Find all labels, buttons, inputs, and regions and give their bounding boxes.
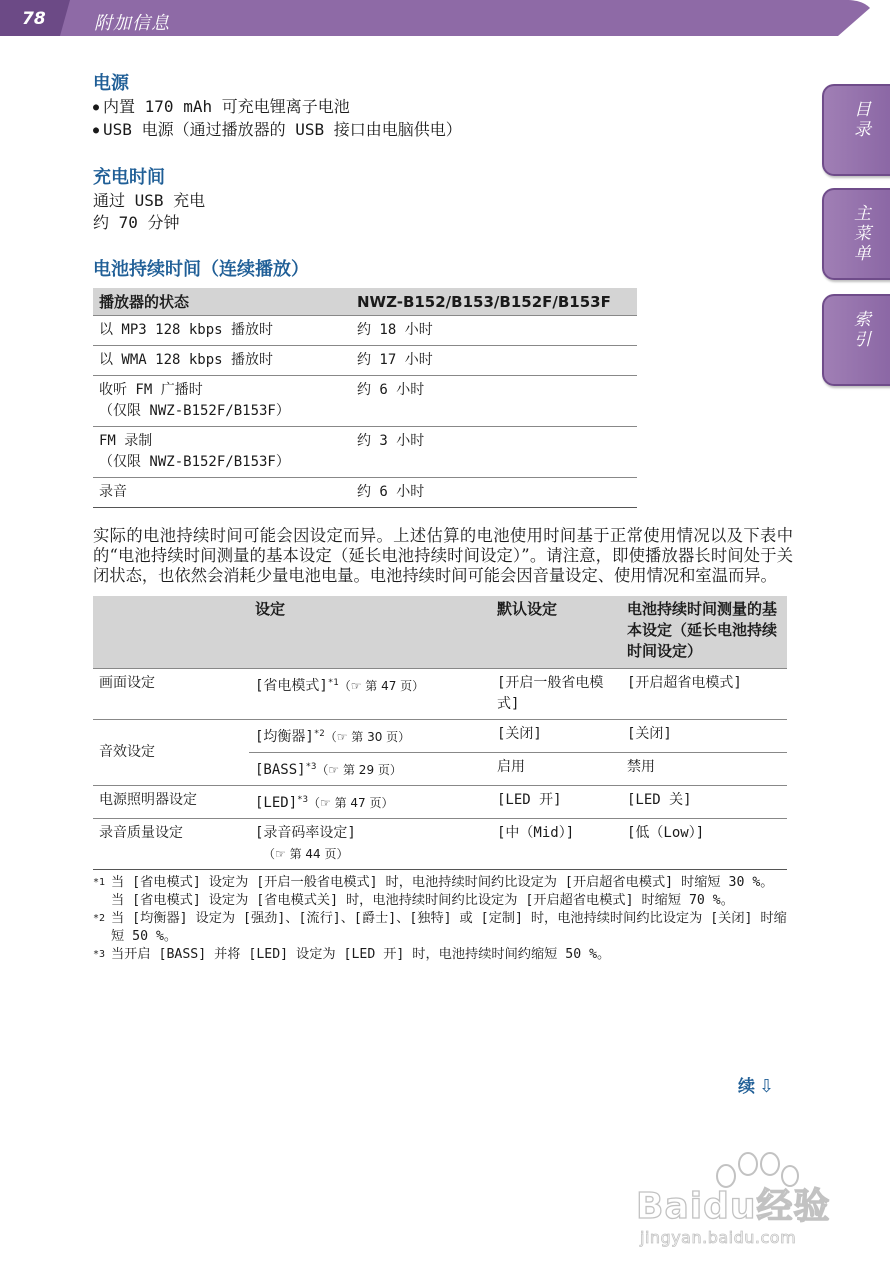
state-label: FM 录制 bbox=[99, 433, 153, 449]
state-cell: 录音 bbox=[93, 478, 351, 508]
basic-cell: [关闭] bbox=[621, 720, 787, 753]
footnote bbox=[93, 946, 793, 964]
table-row bbox=[93, 346, 637, 376]
setting-label: [录音码率设定] bbox=[255, 825, 356, 841]
footnotes bbox=[93, 874, 793, 964]
settings-table bbox=[93, 596, 787, 870]
default-cell: 启用 bbox=[491, 753, 621, 786]
page-reference-link[interactable]: （☞ 第 47 页） bbox=[338, 679, 425, 693]
default-cell: [关闭] bbox=[491, 720, 621, 753]
footnote-text: 当 [省电模式] 设定为 [省电模式关] 时，电池持续时间约比设定为 [开启超省电模式] 时缩短 70 %。 bbox=[111, 893, 734, 908]
setting-label: [LED] bbox=[255, 795, 298, 811]
charge-line: 约 70 分钟 bbox=[93, 213, 180, 232]
state-note: （仅限 NWZ-B152F/B153F） bbox=[99, 403, 290, 419]
state-note: （仅限 NWZ-B152F/B153F） bbox=[99, 454, 290, 470]
watermark-logo: Baidu经验 bbox=[636, 1186, 831, 1227]
table-row bbox=[93, 478, 637, 508]
setting-cell bbox=[249, 669, 491, 720]
tab-label: 索引 bbox=[850, 310, 870, 350]
table-header-row bbox=[93, 288, 637, 316]
setting-cell bbox=[249, 720, 491, 753]
page-reference-link[interactable]: （☞ 第 30 页） bbox=[324, 730, 411, 744]
power-item: ● 内置 170 mAh 可充电锂离子电池 bbox=[93, 96, 793, 119]
column-header bbox=[93, 596, 249, 669]
setting-cell bbox=[249, 753, 491, 786]
tab-contents[interactable] bbox=[822, 84, 890, 176]
section-title: 附加信息 bbox=[94, 13, 170, 34]
setting-cell bbox=[249, 786, 491, 819]
tab-label: 主菜单 bbox=[850, 204, 870, 264]
time-cell: 约 18 小时 bbox=[351, 316, 637, 346]
time-cell: 约 17 小时 bbox=[351, 346, 637, 376]
main-content bbox=[93, 72, 793, 964]
battery-table bbox=[93, 288, 637, 508]
footnote-text: 当开启 [BASS] 并将 [LED] 设定为 [LED 开] 时，电池持续时间约缩短 50 %。 bbox=[111, 947, 611, 962]
basic-cell: [开启超省电模式] bbox=[621, 669, 787, 720]
tab-index[interactable] bbox=[822, 294, 890, 386]
table-row bbox=[93, 376, 637, 427]
arrow-down-icon: ⇩ bbox=[759, 1076, 775, 1097]
column-header: NWZ-B152/B153/B152F/B153F bbox=[351, 288, 637, 316]
footnote-mark: *1 bbox=[93, 877, 106, 888]
time-cell: 约 6 小时 bbox=[351, 478, 637, 508]
category-cell: 音效设定 bbox=[93, 720, 249, 786]
page-header bbox=[0, 0, 890, 36]
baidu-watermark bbox=[636, 1148, 846, 1258]
state-cell bbox=[93, 427, 351, 478]
battery-heading: 电池持续时间（连续播放） bbox=[93, 259, 309, 280]
time-cell: 约 3 小时 bbox=[351, 427, 637, 478]
table-row bbox=[93, 427, 637, 478]
footnote-text: 当 [均衡器] 设定为 [强劲]、[流行]、[爵士]、[独特] 或 [定制] 时，电池持续时间约比设定为 [关闭] 时缩短 50 %。 bbox=[111, 911, 787, 944]
footnote-mark: *3 bbox=[297, 795, 308, 805]
table-header-row bbox=[93, 596, 787, 669]
watermark-url: jingyan.baidu.com bbox=[640, 1228, 797, 1247]
footnote-mark: *2 bbox=[313, 729, 325, 739]
setting-label: [BASS] bbox=[255, 762, 306, 778]
basic-cell: [LED 关] bbox=[621, 786, 787, 819]
state-cell: 以 WMA 128 kbps 播放时 bbox=[93, 346, 351, 376]
continued-label: 续 bbox=[738, 1077, 755, 1097]
page-reference-link[interactable]: （☞ 第 44 页） bbox=[263, 847, 349, 861]
state-label: 收听 FM 广播时 bbox=[99, 382, 203, 398]
battery-paragraph: 实际的电池持续时间可能会因设定而异。上述估算的电池使用时间基于正常使用情况以及下表中的“电池持续时间测量的基本设定（延长电池持续时间设定）”。请注意，即使播放器长时间处于关闭状态，也依然会消耗少量电池电量。电池持续时间可能会因音量设定、使用情况和室温而异。 bbox=[93, 526, 793, 585]
default-cell: [中（Mid）] bbox=[491, 819, 621, 870]
setting-cell bbox=[249, 819, 491, 870]
table-row bbox=[93, 786, 787, 819]
footnote bbox=[93, 874, 793, 910]
column-header: 设定 bbox=[249, 596, 491, 669]
column-header: 默认设定 bbox=[491, 596, 621, 669]
category-cell: 画面设定 bbox=[93, 669, 249, 720]
footnote bbox=[93, 910, 793, 946]
table-row bbox=[93, 819, 787, 870]
power-item: ● USB 电源（通过播放器的 USB 接口由电脑供电） bbox=[93, 119, 793, 142]
category-cell: 录音质量设定 bbox=[93, 819, 249, 870]
state-cell bbox=[93, 376, 351, 427]
footnote-mark: *2 bbox=[93, 913, 106, 924]
page-reference-link[interactable]: （☞ 第 29 页） bbox=[316, 763, 402, 777]
footnote-mark: *3 bbox=[305, 762, 317, 772]
setting-label: [省电模式] bbox=[255, 678, 328, 694]
state-cell: 以 MP3 128 kbps 播放时 bbox=[93, 316, 351, 346]
page-reference-link[interactable]: （☞ 第 47 页） bbox=[308, 796, 394, 810]
category-cell: 电源照明器设定 bbox=[93, 786, 249, 819]
tab-main-menu[interactable] bbox=[822, 188, 890, 280]
table-row bbox=[93, 316, 637, 346]
footnote-text: 当 [省电模式] 设定为 [开启一般省电模式] 时，电池持续时间约比设定为 [开启超省电模式] 时缩短 30 %。 bbox=[111, 875, 774, 890]
default-cell: [开启一般省电模式] bbox=[491, 669, 621, 720]
time-cell: 约 6 小时 bbox=[351, 376, 637, 427]
basic-cell: [低（Low）] bbox=[621, 819, 787, 870]
power-heading: 电源 bbox=[93, 73, 129, 94]
setting-label: [均衡器] bbox=[255, 729, 314, 745]
footnote-mark: *1 bbox=[327, 678, 339, 688]
table-row bbox=[93, 669, 787, 720]
column-header: 播放器的状态 bbox=[93, 288, 351, 316]
footnote-mark: *3 bbox=[93, 949, 106, 960]
basic-cell: 禁用 bbox=[621, 753, 787, 786]
table-row bbox=[93, 720, 787, 753]
column-header: 电池持续时间测量的基本设定（延长电池持续时间设定） bbox=[621, 596, 787, 669]
tab-label: 目录 bbox=[850, 100, 870, 140]
default-cell: [LED 开] bbox=[491, 786, 621, 819]
page-number: 78 bbox=[22, 9, 46, 29]
charge-line: 通过 USB 充电 bbox=[93, 191, 206, 210]
continued-link[interactable] bbox=[738, 1072, 774, 1097]
charge-heading: 充电时间 bbox=[93, 167, 165, 188]
